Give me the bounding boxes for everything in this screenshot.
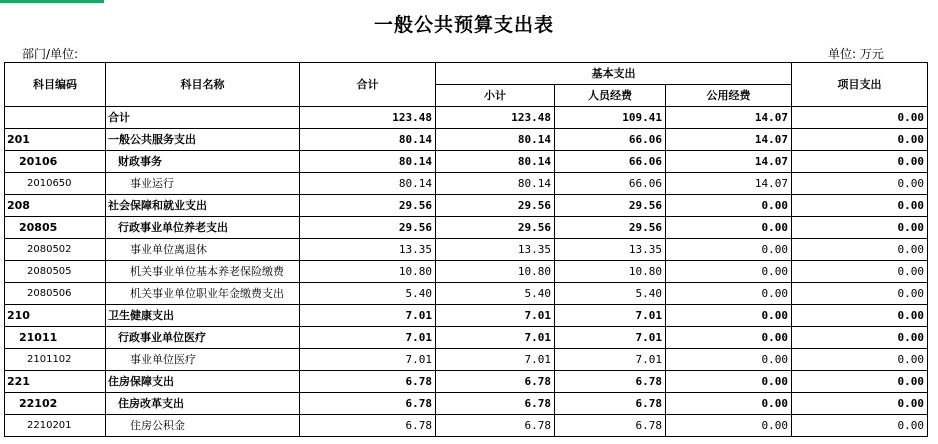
cell-subtotal[interactable]: 80.14: [436, 173, 555, 195]
cell-project[interactable]: 0.00: [792, 217, 928, 239]
cell-total[interactable]: 80.14: [300, 151, 436, 173]
cell-code[interactable]: [5, 107, 106, 129]
cell-project[interactable]: 0.00: [792, 173, 928, 195]
cell-personnel[interactable]: 109.41: [555, 107, 666, 129]
cell-public[interactable]: 14.07: [666, 107, 792, 129]
table-row: [5, 415, 928, 437]
cell-total[interactable]: 6.78: [300, 371, 436, 393]
table-row: [5, 195, 928, 217]
cell-subtotal[interactable]: 80.14: [436, 129, 555, 151]
cell-public[interactable]: 14.07: [666, 151, 792, 173]
cell-project[interactable]: 0.00: [792, 393, 928, 415]
cell-public[interactable]: 0.00: [666, 371, 792, 393]
cell-project[interactable]: 0.00: [792, 195, 928, 217]
department-label: 部门/单位:: [22, 47, 79, 61]
cell-code[interactable]: 208: [5, 195, 106, 217]
cell-name[interactable]: 机关事业单位基本养老保险缴费: [106, 261, 300, 283]
table-row: [5, 239, 928, 261]
cell-code[interactable]: 201: [5, 129, 106, 151]
cell-total[interactable]: 29.56: [300, 195, 436, 217]
cell-code[interactable]: 210: [5, 305, 106, 327]
cell-total[interactable]: 80.14: [300, 173, 436, 195]
cell-public[interactable]: 14.07: [666, 173, 792, 195]
cell-personnel[interactable]: 13.35: [555, 239, 666, 261]
cell-code[interactable]: 2080505: [5, 261, 106, 283]
cell-personnel[interactable]: 66.06: [555, 151, 666, 173]
cell-total[interactable]: 123.48: [300, 107, 436, 129]
cell-code[interactable]: 2080502: [5, 239, 106, 261]
budget-table: [4, 62, 928, 437]
cell-personnel[interactable]: 10.80: [555, 261, 666, 283]
cell-total[interactable]: 7.01: [300, 327, 436, 349]
cell-public[interactable]: 0.00: [666, 283, 792, 305]
cell-project[interactable]: 0.00: [792, 327, 928, 349]
cell-total[interactable]: 7.01: [300, 349, 436, 371]
cell-total[interactable]: 80.14: [300, 129, 436, 151]
cell-subtotal[interactable]: 6.78: [436, 393, 555, 415]
table-row: [5, 261, 928, 283]
cell-code[interactable]: 2080506: [5, 283, 106, 305]
cell-public[interactable]: 0.00: [666, 393, 792, 415]
cell-personnel[interactable]: 7.01: [555, 349, 666, 371]
page-title: 一般公共预算支出表: [373, 14, 554, 36]
header-personnel[interactable]: 人员经费: [555, 85, 666, 107]
cell-code[interactable]: 20106: [5, 151, 106, 173]
cell-subtotal[interactable]: 13.35: [436, 239, 555, 261]
cell-name[interactable]: 财政事务: [106, 151, 300, 173]
table-row: [5, 371, 928, 393]
cell-code[interactable]: 2101102: [5, 349, 106, 371]
cell-personnel[interactable]: 5.40: [555, 283, 666, 305]
table-row: [5, 283, 928, 305]
cell-public[interactable]: 0.00: [666, 327, 792, 349]
cell-name[interactable]: 社会保障和就业支出: [106, 195, 300, 217]
cell-public[interactable]: 0.00: [666, 349, 792, 371]
cell-project[interactable]: 0.00: [792, 283, 928, 305]
cell-code[interactable]: 20805: [5, 217, 106, 239]
cell-code[interactable]: 22102: [5, 393, 106, 415]
cell-total[interactable]: 6.78: [300, 393, 436, 415]
cell-code[interactable]: 2010650: [5, 173, 106, 195]
cell-name[interactable]: 一般公共服务支出: [106, 129, 300, 151]
cell-project[interactable]: 0.00: [792, 107, 928, 129]
cell-subtotal[interactable]: 29.56: [436, 217, 555, 239]
cell-subtotal[interactable]: 6.78: [436, 415, 555, 437]
cell-personnel[interactable]: 6.78: [555, 371, 666, 393]
cell-personnel[interactable]: 6.78: [555, 393, 666, 415]
header-public[interactable]: 公用经费: [666, 85, 792, 107]
cell-project[interactable]: 0.00: [792, 305, 928, 327]
cell-name[interactable]: 机关事业单位职业年金缴费支出: [106, 283, 300, 305]
cell-total[interactable]: 5.40: [300, 283, 436, 305]
cell-code[interactable]: 2210201: [5, 415, 106, 437]
table-row: [5, 305, 928, 327]
cell-name[interactable]: 事业运行: [106, 173, 300, 195]
cell-subtotal[interactable]: 80.14: [436, 151, 555, 173]
table-row: [5, 393, 928, 415]
cell-name[interactable]: 卫生健康支出: [106, 305, 300, 327]
cell-project[interactable]: 0.00: [792, 371, 928, 393]
cell-project[interactable]: 0.00: [792, 151, 928, 173]
cell-personnel[interactable]: 7.01: [555, 305, 666, 327]
table-row: [5, 151, 928, 173]
cell-personnel[interactable]: 66.06: [555, 129, 666, 151]
cell-project[interactable]: 0.00: [792, 415, 928, 437]
cell-name[interactable]: 住房公积金: [106, 415, 300, 437]
cell-public[interactable]: 0.00: [666, 261, 792, 283]
cell-total[interactable]: 29.56: [300, 217, 436, 239]
cell-total[interactable]: 6.78: [300, 415, 436, 437]
cell-subtotal[interactable]: 123.48: [436, 107, 555, 129]
cell-public[interactable]: 0.00: [666, 239, 792, 261]
cell-name[interactable]: 事业单位医疗: [106, 349, 300, 371]
cell-personnel[interactable]: 7.01: [555, 327, 666, 349]
header-code[interactable]: 科目编码: [5, 63, 106, 107]
cell-project[interactable]: 0.00: [792, 349, 928, 371]
cell-name[interactable]: 住房保障支出: [106, 371, 300, 393]
cell-name[interactable]: 合计: [106, 107, 300, 129]
table-row: [5, 217, 928, 239]
cell-subtotal[interactable]: 6.78: [436, 371, 555, 393]
header-total[interactable]: 合计: [300, 63, 436, 107]
header-basic[interactable]: 基本支出: [436, 63, 792, 85]
table-row: [5, 107, 928, 129]
cell-total[interactable]: 10.80: [300, 261, 436, 283]
cell-personnel[interactable]: 66.06: [555, 173, 666, 195]
cell-code[interactable]: 21011: [5, 327, 106, 349]
selected-cell-indicator: [0, 0, 104, 3]
cell-public[interactable]: 0.00: [666, 415, 792, 437]
cell-project[interactable]: 0.00: [792, 129, 928, 151]
cell-subtotal[interactable]: 5.40: [436, 283, 555, 305]
cell-project[interactable]: 0.00: [792, 239, 928, 261]
cell-project[interactable]: 0.00: [792, 261, 928, 283]
cell-public[interactable]: 0.00: [666, 305, 792, 327]
cell-subtotal[interactable]: 10.80: [436, 261, 555, 283]
cell-name[interactable]: 住房改革支出: [106, 393, 300, 415]
header-subtotal[interactable]: 小计: [436, 85, 555, 107]
table-row: [5, 129, 928, 151]
cell-personnel[interactable]: 29.56: [555, 217, 666, 239]
header-project[interactable]: 项目支出: [792, 63, 928, 107]
cell-name[interactable]: 行政事业单位养老支出: [106, 217, 300, 239]
cell-public[interactable]: 14.07: [666, 129, 792, 151]
cell-code[interactable]: 221: [5, 371, 106, 393]
cell-personnel[interactable]: 6.78: [555, 415, 666, 437]
cell-subtotal[interactable]: 7.01: [436, 349, 555, 371]
cell-public[interactable]: 0.00: [666, 195, 792, 217]
cell-subtotal[interactable]: 7.01: [436, 305, 555, 327]
cell-total[interactable]: 7.01: [300, 305, 436, 327]
unit-label: 单位: 万元: [828, 47, 884, 61]
table-row: [5, 173, 928, 195]
cell-personnel[interactable]: 29.56: [555, 195, 666, 217]
cell-total[interactable]: 13.35: [300, 239, 436, 261]
cell-name[interactable]: 行政事业单位医疗: [106, 327, 300, 349]
table-row: [5, 327, 928, 349]
table-body: [5, 107, 928, 437]
cell-subtotal[interactable]: 29.56: [436, 195, 555, 217]
header-name[interactable]: 科目名称: [106, 63, 300, 107]
cell-name[interactable]: 事业单位离退休: [106, 239, 300, 261]
table-row: [5, 349, 928, 371]
cell-public[interactable]: 0.00: [666, 217, 792, 239]
cell-subtotal[interactable]: 7.01: [436, 327, 555, 349]
